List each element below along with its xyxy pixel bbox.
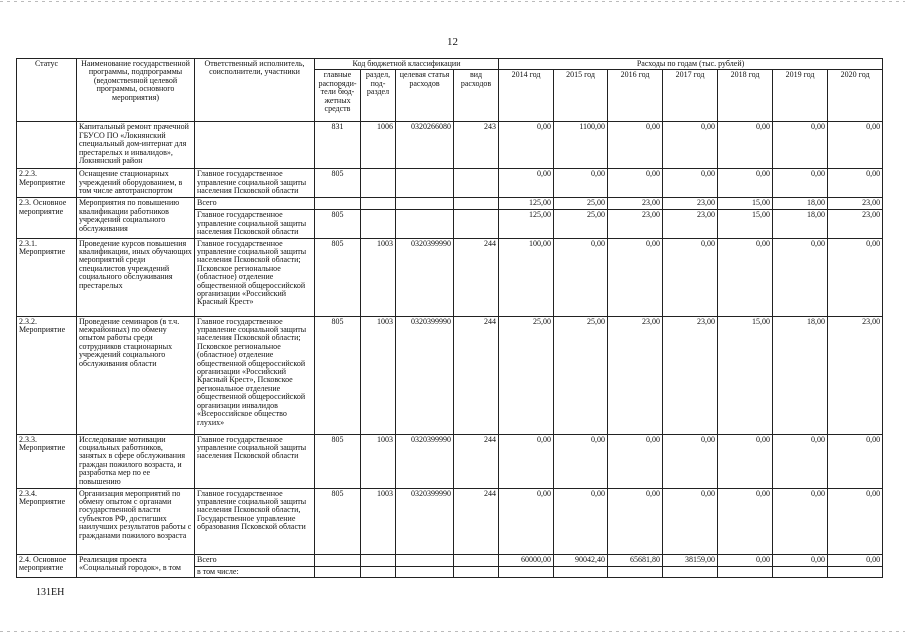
header-budget-code-group: Код бюджетной классификации	[315, 59, 499, 70]
cell-value-2016	[608, 566, 663, 577]
cell-value-2019	[773, 566, 828, 577]
cell-value-2017: 0,00	[663, 238, 718, 316]
cell-vr	[454, 198, 499, 210]
cell-grbs: 805	[315, 169, 361, 198]
cell-value-2014: 125,00	[499, 210, 554, 238]
cell-value-2015: 0,00	[554, 169, 608, 198]
cell-value-2018: 15,00	[718, 316, 773, 434]
cell-status: 2.2.3. Мероприятие	[17, 169, 77, 198]
cell-vr: 244	[454, 434, 499, 488]
cell-value-2019: 0,00	[773, 122, 828, 169]
cell-value-2020	[828, 566, 883, 577]
cell-csr: 0320399990	[396, 316, 454, 434]
cell-value-2017: 0,00	[663, 169, 718, 198]
table-row	[17, 122, 883, 169]
cell-value-2016: 23,00	[608, 316, 663, 434]
cell-executor: Всего	[195, 554, 315, 566]
cell-value-2019: 0,00	[773, 434, 828, 488]
cell-status: 2.3.2. Мероприятие	[17, 316, 77, 434]
header-row-1	[17, 59, 883, 70]
cell-value-2019: 0,00	[773, 169, 828, 198]
cell-grbs: 805	[315, 316, 361, 434]
table-row	[17, 169, 883, 198]
header-year-2019: 2019 год	[773, 70, 828, 122]
table-row	[17, 434, 883, 488]
cell-grbs: 805	[315, 488, 361, 554]
cell-executor	[195, 122, 315, 169]
cell-value-2018: 0,00	[718, 238, 773, 316]
cell-grbs: 805	[315, 434, 361, 488]
table-row	[17, 198, 883, 210]
header-year-2020: 2020 год	[828, 70, 883, 122]
header-code-razdel: раздел, под-раздел	[361, 70, 396, 122]
cell-value-2017: 23,00	[663, 316, 718, 434]
cell-name: Организация мероприятий по обмену опытом с органами государственной власти субъектов РФ, достигших наилучших результатов работы с гражданами пожилого возраста	[77, 488, 195, 554]
table-row	[17, 238, 883, 316]
cell-value-2016: 23,00	[608, 210, 663, 238]
cell-value-2014: 0,00	[499, 488, 554, 554]
cell-razdel	[361, 169, 396, 198]
cell-value-2015: 0,00	[554, 434, 608, 488]
header-code-grbs: главные распоряди-тели бюд-жетных средств	[315, 70, 361, 122]
cell-razdel	[361, 210, 396, 238]
cell-executor: Главное государственное управление социальной защиты населения Псковской области	[195, 434, 315, 488]
cell-vr: 244	[454, 316, 499, 434]
cell-value-2016: 65681,80	[608, 554, 663, 566]
cell-value-2015	[554, 566, 608, 577]
cell-name: Проведение семинаров (в т.ч. межрайонных) по обмену опытом работы среди сотрудников стационарных учреждений социального обслуживания области	[77, 316, 195, 434]
cell-name: Мероприятия по повышению квалификации работников учреждений социального обслуживания	[77, 198, 195, 238]
cell-name: Капитальный ремонт прачечной ГБУСО ПО «Локнянский специальный дом-интернат для престарелых и инвалидов», Локнянский район	[77, 122, 195, 169]
cell-vr: 243	[454, 122, 499, 169]
cell-csr	[396, 169, 454, 198]
header-expenses-group: Расходы по годам (тыс. рублей)	[499, 59, 883, 70]
cell-vr: 244	[454, 238, 499, 316]
cell-value-2014: 25,00	[499, 316, 554, 434]
cell-value-2016: 0,00	[608, 122, 663, 169]
cell-executor: Главное государственное управление социальной защиты населения Псковской области; Псковское региональное (областное) отделение общественной общероссийской организации «Российский Красный Крест», Псковское региональное отделение общественной общероссийской организации инвалидов «Всероссийское общество глухих»	[195, 316, 315, 434]
cell-value-2020: 0,00	[828, 169, 883, 198]
cell-vr	[454, 210, 499, 238]
scan-edge-top	[0, 1, 905, 2]
cell-value-2017: 23,00	[663, 198, 718, 210]
cell-csr	[396, 566, 454, 577]
cell-value-2015: 25,00	[554, 198, 608, 210]
cell-value-2018: 0,00	[718, 488, 773, 554]
cell-value-2018	[718, 566, 773, 577]
cell-value-2019: 0,00	[773, 488, 828, 554]
cell-name: Исследование мотивации социальных работников, занятых в сфере обслуживания граждан пожилого возраста, и разработка мер по ее повышению	[77, 434, 195, 488]
cell-value-2015: 0,00	[554, 238, 608, 316]
cell-value-2017: 0,00	[663, 122, 718, 169]
table-row	[17, 316, 883, 434]
cell-status: 2.3.1. Мероприятие	[17, 238, 77, 316]
cell-csr: 0320266080	[396, 122, 454, 169]
cell-csr: 0320399990	[396, 488, 454, 554]
cell-executor: Главное государственное управление социальной защиты населения Псковской области	[195, 210, 315, 238]
cell-value-2014: 60000,00	[499, 554, 554, 566]
cell-value-2019: 18,00	[773, 210, 828, 238]
header-code-vr: вид расходов	[454, 70, 499, 122]
cell-value-2017: 38159,00	[663, 554, 718, 566]
cell-value-2014: 0,00	[499, 122, 554, 169]
cell-grbs	[315, 566, 361, 577]
cell-value-2020: 0,00	[828, 238, 883, 316]
header-year-2018: 2018 год	[718, 70, 773, 122]
cell-value-2018: 0,00	[718, 169, 773, 198]
cell-csr	[396, 210, 454, 238]
header-status: Статус	[17, 59, 77, 122]
cell-name: Проведение курсов повышения квалификации, иных обучающих мероприятий среди специалистов учреждений социального обслуживания престарелых	[77, 238, 195, 316]
cell-grbs: 805	[315, 238, 361, 316]
header-year-2015: 2015 год	[554, 70, 608, 122]
cell-value-2017: 23,00	[663, 210, 718, 238]
header-year-2016: 2016 год	[608, 70, 663, 122]
cell-grbs: 831	[315, 122, 361, 169]
cell-vr	[454, 566, 499, 577]
cell-value-2020: 0,00	[828, 488, 883, 554]
header-executor: Ответственный исполнитель, соисполнители, участники	[195, 59, 315, 122]
cell-value-2017: 0,00	[663, 488, 718, 554]
cell-status: 2.4. Основное мероприятие	[17, 554, 77, 577]
cell-value-2019: 18,00	[773, 198, 828, 210]
cell-value-2017	[663, 566, 718, 577]
cell-name: Реализация проекта «Социальный городок», в том	[77, 554, 195, 577]
cell-value-2019: 18,00	[773, 316, 828, 434]
cell-value-2014	[499, 566, 554, 577]
cell-grbs	[315, 554, 361, 566]
cell-grbs	[315, 198, 361, 210]
cell-executor: Всего	[195, 198, 315, 210]
cell-value-2018: 0,00	[718, 554, 773, 566]
header-year-2014: 2014 год	[499, 70, 554, 122]
cell-razdel	[361, 566, 396, 577]
cell-value-2015: 0,00	[554, 488, 608, 554]
cell-value-2020: 23,00	[828, 210, 883, 238]
cell-value-2020: 23,00	[828, 316, 883, 434]
cell-csr: 0320399990	[396, 434, 454, 488]
cell-razdel: 1003	[361, 316, 396, 434]
cell-value-2017: 0,00	[663, 434, 718, 488]
cell-name: Оснащение стационарных учреждений оборудованием, в том числе автотранспортом	[77, 169, 195, 198]
cell-value-2016: 0,00	[608, 169, 663, 198]
cell-csr	[396, 198, 454, 210]
cell-value-2016: 23,00	[608, 198, 663, 210]
cell-value-2015: 25,00	[554, 316, 608, 434]
page-number: 12	[447, 36, 458, 48]
cell-value-2018: 0,00	[718, 434, 773, 488]
cell-razdel: 1003	[361, 238, 396, 316]
cell-razdel: 1003	[361, 488, 396, 554]
header-year-2017: 2017 год	[663, 70, 718, 122]
cell-value-2020: 23,00	[828, 198, 883, 210]
cell-value-2014: 100,00	[499, 238, 554, 316]
cell-csr	[396, 554, 454, 566]
cell-razdel: 1006	[361, 122, 396, 169]
cell-value-2015: 90042,40	[554, 554, 608, 566]
header-name: Наименование государственной программы, подпрограммы (ведомственной целевой программы, основного мероприятия)	[77, 59, 195, 122]
cell-csr: 0320399990	[396, 238, 454, 316]
cell-vr	[454, 554, 499, 566]
table-row	[17, 554, 883, 566]
cell-razdel	[361, 198, 396, 210]
cell-value-2014: 0,00	[499, 169, 554, 198]
header-code-csr: целевая статья расходов	[396, 70, 454, 122]
cell-vr: 244	[454, 488, 499, 554]
cell-value-2020: 0,00	[828, 434, 883, 488]
expenses-table	[16, 58, 883, 578]
scan-edge-bottom	[0, 631, 905, 632]
cell-status: 2.3.4. Мероприятие	[17, 488, 77, 554]
cell-value-2015: 1100,00	[554, 122, 608, 169]
cell-value-2019: 0,00	[773, 554, 828, 566]
cell-value-2014: 125,00	[499, 198, 554, 210]
cell-status	[17, 122, 77, 169]
table-row	[17, 488, 883, 554]
cell-value-2016: 0,00	[608, 488, 663, 554]
cell-value-2016: 0,00	[608, 434, 663, 488]
cell-value-2015: 25,00	[554, 210, 608, 238]
cell-status: 2.3. Основное мероприятие	[17, 198, 77, 238]
cell-value-2016: 0,00	[608, 238, 663, 316]
cell-value-2020: 0,00	[828, 122, 883, 169]
cell-executor: в том числе:	[195, 566, 315, 577]
cell-value-2018: 0,00	[718, 122, 773, 169]
cell-value-2019: 0,00	[773, 238, 828, 316]
cell-razdel	[361, 554, 396, 566]
cell-razdel: 1003	[361, 434, 396, 488]
cell-executor: Главное государственное управление социальной защиты населения Псковской области, Государственное управление образования Псковской области	[195, 488, 315, 554]
cell-value-2020: 0,00	[828, 554, 883, 566]
cell-status: 2.3.3. Мероприятие	[17, 434, 77, 488]
footer-code: 131EH	[36, 587, 65, 598]
cell-executor: Главное государственное управление социальной защиты населения Псковской области	[195, 169, 315, 198]
cell-value-2014: 0,00	[499, 434, 554, 488]
cell-grbs: 805	[315, 210, 361, 238]
cell-executor: Главное государственное управление социальной защиты населения Псковской области; Псковское региональное (областное) отделение общественной общероссийской организации «Российский Красный Крест»	[195, 238, 315, 316]
cell-vr	[454, 169, 499, 198]
cell-value-2018: 15,00	[718, 198, 773, 210]
cell-value-2018: 15,00	[718, 210, 773, 238]
